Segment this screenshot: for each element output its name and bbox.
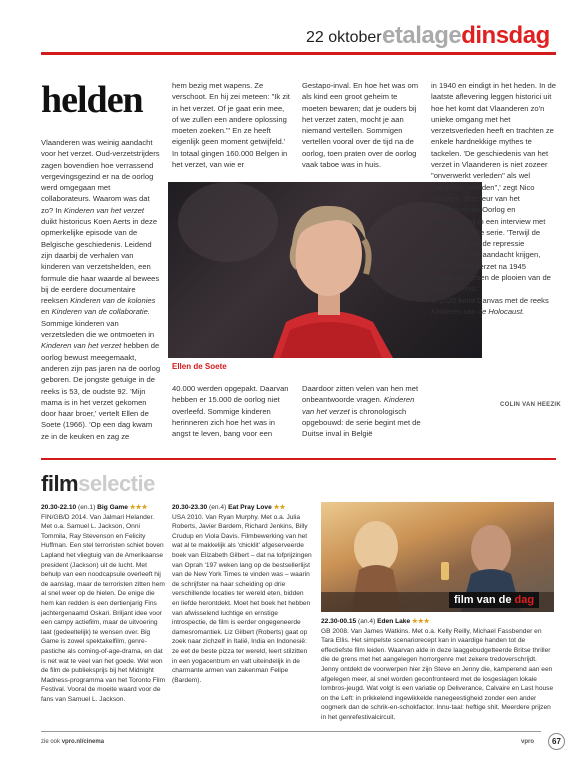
article-column-2-bottom	[172, 383, 290, 439]
film2-text: USA 2010. Van Ryan Murphy. Met o.a. Julia Roberts, Javier Bardem, Richard Jenkins, Billy Crudup en Viola Davis. Filmbewerking van het wat al te makkelijk als 'chicklit' afgeserveerde boek van Elizabeth Gilbert – dat na lofprijzingen van Oprah '197 weken lang op de bestsellerlijst van de New York Times te vinden was – waarin de schrijfster na haar scheiding op drie verschillende locaties ter wereld eten, bidden en liefde herontdekt. Moet het boek het hebben van afwisselend luchtige en ernstige introspectie, de film is eerder ongegeneerde damesromantiek. Liz Gilbert (Roberts) gaat op zoek naar zichzelf in Italië, India en Indonesië: ze eet de beste pizza ter wereld, leert stilzitten in een yogacentrum en valt uiteindelijk in de charmante armen van zakenman Felipe (Bardem).	[172, 513, 312, 684]
film-entry-3	[321, 617, 556, 723]
col1c-text: en	[41, 307, 50, 317]
film2-channel: (en.4)	[209, 504, 227, 511]
col1b-text: duikt historicus Koen Aerts in deze opmerkelijke episode van de Belgische geschiedenis. Leidend zijn daarbij de verhalen van kinderen van verzetshelden, een formule die haar waarde al bewees bij de eerdere documentaire reeksen	[41, 217, 160, 306]
footer-left-a: zie ook	[41, 739, 61, 745]
col1e-text: hebben de oorlog bewust meegemaakt, anderen zijn pas jaren na de oorlog geboren. De jongste getuige in de reeks is 53, de oudste 92. 'Mijn mama is in het verzet gekomen door haar broer,' vertelt Ellen de Soete (1966). 'Op een dag kwam ze in de keuken en zag ze	[41, 341, 161, 441]
photo-credit: COLIN VAN HEEZIK	[500, 402, 562, 408]
col2-top-text: hem bezig met wapens. Ze verschoot. En hij zei meteen: "Ik zit in het verzet. Of je gaat erin mee, of we zullen een andere oplossing moeten zoeken."' En ze heeft eigenlijk geen moment getwijfeld.' In totaal gingen 160.000 Belgen in het verzet, van wie er	[172, 81, 290, 170]
section-title	[382, 22, 550, 50]
photo-caption: Ellen de Soete	[172, 362, 227, 371]
footer-brand: vpro	[521, 739, 535, 745]
header-rule	[41, 52, 556, 55]
col1-text: Vlaanderen was weinig aandacht voor het verzet. Oud-verzetstrijders zagen bovendien hoe verrassend vergevingsgezind er na de oorlog werd omgegaan met collaborateurs. Waarom was dat zo? In	[41, 138, 160, 215]
col1-em4: Kinderen van het verzet	[41, 341, 122, 351]
col2-bot-text: 40.000 werden opgepakt. Daarvan hebben er 15.000 de oorlog niet overleefd. Sommige kinderen herinneren zich hoe het was in angst te leven, bang voor een	[172, 384, 289, 439]
article-column-1	[41, 137, 161, 442]
footer-rule	[41, 731, 541, 732]
filmselectie-title-a: film	[41, 471, 79, 496]
col1d-text: Sommige kinderen van verzetsleden die we ontmoeten in	[41, 318, 155, 340]
col3-em: Kinderen van het verzet	[302, 395, 415, 416]
col1-em: Kinderen van het verzet	[63, 205, 145, 215]
film3-name: Eden Lake	[377, 618, 411, 625]
film3-time: 22.30-00.15	[321, 618, 357, 625]
article-column-2-top	[172, 80, 290, 170]
film3-text: GB 2008. Van James Watkins. Met o.a. Kelly Reilly, Michael Fassbender en Tara Ellis. Het simpelste scenariorecept kan in vaardige handen tot de effectiefste film leiden. Waarvan alde in deze laaggebudgetteerde Britse thriller die de grens met het aangelegen horrorgenre met zekere tredoverschrijdt. Jenny ontdekt de voorwerpen hier zijn Steve en Jenny die, kamperend aan een afgelegen meer, al snel worden geconfronteerd met de losgeslagen lokale lombros-jeugd. Wat volgt is een variatie op Deliverance, Calvaire en Last house on the Left: in prikkelend ingewikkelde nanegeestigheid zonder een ander oogmerk dan de schrik-en-schokfactor. Innu-taal: heftige shit. Meerdere prijzen in het genrefestivalcircuit.	[321, 627, 554, 721]
article-column-3-bottom	[302, 383, 422, 439]
col1-em3: Kinderen van de collaboratie.	[51, 307, 150, 317]
film3-channel: (an.4)	[358, 618, 376, 625]
col4-em: Kinderen van de Holocaust.	[431, 306, 525, 316]
filmselectie-title-b: selectie	[78, 471, 155, 496]
col4-bot-text: In 2020 komt Canvas met de reeks	[431, 295, 549, 305]
col3-top-text: Gestapo-inval. En hoe het was om als kind een groot geheim te moeten bewaren; dat je ouders bij het verzet zaten, mocht je aan niemand vertellen. Sommigen vertellen vooral over de tijd na de oorlog, toen praten over de oorlog vaak taboe was in huis.	[302, 81, 419, 170]
col3-bot2-text: is chronologisch opgebouwd: de serie begint met de Duitse inval in België	[302, 406, 421, 439]
film-van-de-dag-badge	[449, 592, 539, 608]
footer-left-b: vpro.nl/cinema	[61, 739, 105, 745]
article-title: helden	[41, 79, 143, 121]
page-number: 67	[548, 733, 565, 750]
section-rule	[41, 458, 556, 460]
col1-em2: Kinderen van de kolonies	[70, 296, 156, 306]
film1-stars: ★★★	[129, 504, 148, 511]
badge-text-a: film van de	[454, 594, 512, 606]
film1-name: Big Game	[97, 504, 128, 511]
film1-time: 20.30-22.10	[41, 504, 77, 511]
section-name-a: etalage	[382, 22, 462, 49]
header-date: 22 oktober	[306, 29, 382, 46]
filmselectie-title	[41, 471, 155, 497]
film-entry-1	[41, 503, 166, 704]
col4-top-text: in 1940 en eindigt in het heden. In de laatste aflevering leggen historici uit hoe het komt dat Vlaanderen zo'n unieke omgang met het verzetsverleden heeft en trachten ze enkele hardnekkige mythes te tackelen. 'De geschiedenis van het verzet in Vlaanderen is niet zozeer "onverwerkt verleden" als wel "vergeten verleden",' zegt Nico Wouters, directeur van het Studiecentrum Oorlog en Maatschappij in een interview met Canvas over de serie. 'Terwijl de collaboratie en de repressie overmatig veel aandacht krijgen, verdwijnt het verzet na 1945 geleidelijk tussen de plooien van de geschiedenis.'	[431, 81, 556, 294]
film1-channel: (en.1)	[78, 504, 96, 511]
film2-time: 20.30-23.30	[172, 504, 208, 511]
badge-text-b: dag	[514, 594, 535, 606]
film2-name: Eat Pray Love	[228, 504, 272, 511]
film2-stars: ★★	[273, 504, 286, 511]
article-column-3-top	[302, 80, 420, 170]
film-entry-2	[172, 503, 312, 685]
article-column-4	[431, 80, 556, 317]
col3-bot-text: Daardoor zitten velen van hen met onbeantwoorde vragen.	[302, 384, 419, 405]
section-name-b: dinsdag	[461, 22, 550, 49]
film1-text: FIN/GB/D 2014. Van Jalmari Helander. Met o.a. Samuel L. Jackson, Onni Tommila, Ray Stevenson en Felicity Huffman. Een stel terroristen schiet boven Lapland het vliegtuig van de Amerikaanse president (Jackson) uit de lucht. Met behulp van een noodcapsule overleeft hij de aanslag, maar de terroristen zitten hem al snel weer op de hielen. De enige die hem kan redden is een dertienjarig Fins jachtergenaamd Oskari. Briljant idee voor een campy actiefilm, maar de uitvoering laat (gedeeltelijk) te wensen over. Big Game is zowel spektakelfilm, genre-pastiche als coming-of-age-drama, en dat is net wat te veel van het goede. Wel won de film de publieksprijs bij het Midnight Madness-programma van het Toronto Film Festival. Vooral de moeite waard voor de fans van Samuel L. Jackson.	[41, 513, 166, 703]
footer-link[interactable]	[41, 739, 104, 745]
film3-stars: ★★★	[411, 618, 430, 625]
